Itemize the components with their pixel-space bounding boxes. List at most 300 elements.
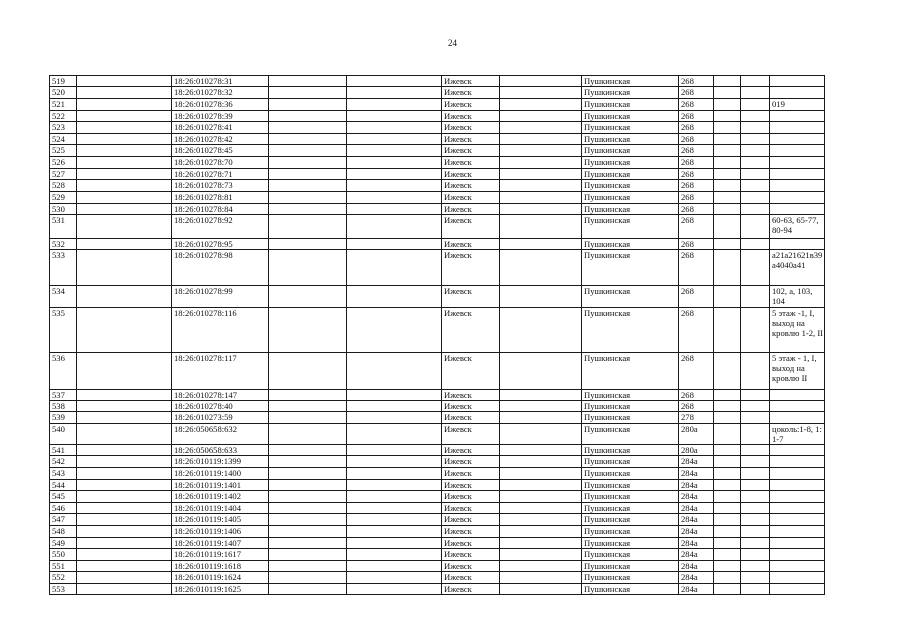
city-cell: Ижевск xyxy=(442,526,500,538)
blank-cell xyxy=(77,445,172,456)
blank-cell xyxy=(347,87,442,99)
house-number-cell: 268 xyxy=(679,215,714,239)
city-cell: Ижевск xyxy=(442,169,500,180)
city-cell: Ижевск xyxy=(442,308,500,353)
note-cell xyxy=(770,456,825,468)
blank-cell xyxy=(714,572,741,584)
house-number-cell: 268 xyxy=(679,192,714,204)
house-number-cell: 284а xyxy=(679,538,714,549)
blank-cell xyxy=(269,192,347,204)
blank-cell xyxy=(347,192,442,204)
blank-cell xyxy=(500,390,582,401)
row-number-cell: 533 xyxy=(50,250,77,286)
blank-cell xyxy=(500,215,582,239)
house-number-cell: 284а xyxy=(679,456,714,468)
blank-cell xyxy=(77,503,172,514)
row-number-cell: 552 xyxy=(50,572,77,584)
note-cell xyxy=(770,169,825,180)
city-cell: Ижевск xyxy=(442,286,500,308)
blank-cell xyxy=(269,308,347,353)
street-cell: Пушкинская xyxy=(582,87,679,99)
blank-cell xyxy=(347,503,442,514)
city-cell: Ижевск xyxy=(442,204,500,215)
blank-cell xyxy=(269,401,347,412)
blank-cell xyxy=(77,549,172,561)
blank-cell xyxy=(714,134,741,145)
blank-cell xyxy=(269,445,347,456)
cadastral-number-cell: 18:26:010278:98 xyxy=(172,250,269,286)
blank-cell xyxy=(741,204,770,215)
cadastral-number-cell: 18:26:010119:1401 xyxy=(172,480,269,491)
house-number-cell: 284а xyxy=(679,561,714,572)
blank-cell xyxy=(500,538,582,549)
cadastral-number-cell: 18:26:010119:1617 xyxy=(172,549,269,561)
city-cell: Ижевск xyxy=(442,538,500,549)
cadastral-number-cell: 18:26:010278:73 xyxy=(172,180,269,192)
cadastral-number-cell: 18:26:010119:1625 xyxy=(172,584,269,595)
city-cell: Ижевск xyxy=(442,503,500,514)
row-number-cell: 539 xyxy=(50,412,77,424)
blank-cell xyxy=(269,204,347,215)
cadastral-number-cell: 18:26:010278:42 xyxy=(172,134,269,145)
blank-cell xyxy=(741,445,770,456)
house-number-cell: 268 xyxy=(679,157,714,169)
blank-cell xyxy=(77,424,172,445)
row-number-cell: 536 xyxy=(50,353,77,390)
blank-cell xyxy=(714,491,741,503)
street-cell: Пушкинская xyxy=(582,99,679,111)
blank-cell xyxy=(269,286,347,308)
blank-cell xyxy=(500,424,582,445)
blank-cell xyxy=(347,538,442,549)
table-row xyxy=(50,480,825,491)
row-number-cell: 551 xyxy=(50,561,77,572)
cadastral-number-cell: 18:26:010278:95 xyxy=(172,239,269,250)
table-row xyxy=(50,561,825,572)
blank-cell xyxy=(347,215,442,239)
table-row xyxy=(50,239,825,250)
street-cell: Пушкинская xyxy=(582,480,679,491)
blank-cell xyxy=(347,122,442,134)
street-cell: Пушкинская xyxy=(582,250,679,286)
cadastral-number-cell: 18:26:010119:1406 xyxy=(172,526,269,538)
cadastral-number-cell: 18:26:010278:116 xyxy=(172,308,269,353)
street-cell: Пушкинская xyxy=(582,584,679,595)
blank-cell xyxy=(741,134,770,145)
city-cell: Ижевск xyxy=(442,584,500,595)
blank-cell xyxy=(269,215,347,239)
blank-cell xyxy=(347,561,442,572)
blank-cell xyxy=(714,424,741,445)
blank-cell xyxy=(741,572,770,584)
blank-cell xyxy=(77,169,172,180)
blank-cell xyxy=(347,514,442,526)
blank-cell xyxy=(741,180,770,192)
house-number-cell: 284а xyxy=(679,584,714,595)
blank-cell xyxy=(347,99,442,111)
note-cell xyxy=(770,122,825,134)
blank-cell xyxy=(77,157,172,169)
house-number-cell: 280а xyxy=(679,445,714,456)
city-cell: Ижевск xyxy=(442,412,500,424)
note-cell xyxy=(770,538,825,549)
street-cell: Пушкинская xyxy=(582,157,679,169)
blank-cell xyxy=(500,99,582,111)
blank-cell xyxy=(714,99,741,111)
row-number-cell: 529 xyxy=(50,192,77,204)
blank-cell xyxy=(347,584,442,595)
city-cell: Ижевск xyxy=(442,424,500,445)
blank-cell xyxy=(500,145,582,157)
blank-cell xyxy=(500,468,582,480)
blank-cell xyxy=(347,204,442,215)
blank-cell xyxy=(500,456,582,468)
note-cell xyxy=(770,192,825,204)
city-cell: Ижевск xyxy=(442,549,500,561)
table-row xyxy=(50,549,825,561)
blank-cell xyxy=(269,87,347,99)
house-number-cell: 284а xyxy=(679,526,714,538)
row-number-cell: 548 xyxy=(50,526,77,538)
house-number-cell: 268 xyxy=(679,204,714,215)
row-number-cell: 535 xyxy=(50,308,77,353)
city-cell: Ижевск xyxy=(442,561,500,572)
row-number-cell: 538 xyxy=(50,401,77,412)
blank-cell xyxy=(714,215,741,239)
street-cell: Пушкинская xyxy=(582,390,679,401)
cadastral-number-cell: 18:26:010278:32 xyxy=(172,87,269,99)
cadastral-number-cell: 18:26:010119:1404 xyxy=(172,503,269,514)
table-row xyxy=(50,134,825,145)
blank-cell xyxy=(347,424,442,445)
city-cell: Ижевск xyxy=(442,192,500,204)
row-number-cell: 537 xyxy=(50,390,77,401)
blank-cell xyxy=(741,549,770,561)
note-cell xyxy=(770,491,825,503)
note-cell xyxy=(770,76,825,87)
note-cell xyxy=(770,503,825,514)
note-cell xyxy=(770,134,825,145)
city-cell: Ижевск xyxy=(442,480,500,491)
table-row xyxy=(50,250,825,286)
cadastral-number-cell: 18:26:010119:1399 xyxy=(172,456,269,468)
blank-cell xyxy=(741,514,770,526)
street-cell: Пушкинская xyxy=(582,491,679,503)
blank-cell xyxy=(269,145,347,157)
blank-cell xyxy=(714,514,741,526)
blank-cell xyxy=(714,308,741,353)
cadastral-number-cell: 18:26:010278:84 xyxy=(172,204,269,215)
registry-table xyxy=(49,75,825,595)
street-cell: Пушкинская xyxy=(582,549,679,561)
note-cell: 102, а, 103, 104 xyxy=(770,286,825,308)
city-cell: Ижевск xyxy=(442,215,500,239)
city-cell: Ижевск xyxy=(442,445,500,456)
note-cell xyxy=(770,584,825,595)
blank-cell xyxy=(714,180,741,192)
street-cell: Пушкинская xyxy=(582,526,679,538)
blank-cell xyxy=(500,503,582,514)
blank-cell xyxy=(269,239,347,250)
row-number-cell: 526 xyxy=(50,157,77,169)
blank-cell xyxy=(741,390,770,401)
blank-cell xyxy=(347,401,442,412)
blank-cell xyxy=(347,526,442,538)
blank-cell xyxy=(714,87,741,99)
blank-cell xyxy=(77,514,172,526)
house-number-cell: 268 xyxy=(679,76,714,87)
blank-cell xyxy=(714,204,741,215)
street-cell: Пушкинская xyxy=(582,122,679,134)
blank-cell xyxy=(77,390,172,401)
street-cell: Пушкинская xyxy=(582,111,679,122)
blank-cell xyxy=(500,445,582,456)
blank-cell xyxy=(500,180,582,192)
row-number-cell: 544 xyxy=(50,480,77,491)
blank-cell xyxy=(500,401,582,412)
blank-cell xyxy=(500,526,582,538)
blank-cell xyxy=(269,99,347,111)
blank-cell xyxy=(347,134,442,145)
blank-cell xyxy=(77,192,172,204)
blank-cell xyxy=(500,480,582,491)
row-number-cell: 531 xyxy=(50,215,77,239)
blank-cell xyxy=(347,169,442,180)
blank-cell xyxy=(500,134,582,145)
row-number-cell: 521 xyxy=(50,99,77,111)
street-cell: Пушкинская xyxy=(582,169,679,180)
table-row xyxy=(50,424,825,445)
cadastral-number-cell: 18:26:010278:92 xyxy=(172,215,269,239)
cadastral-number-cell: 18:26:010278:31 xyxy=(172,76,269,87)
blank-cell xyxy=(741,239,770,250)
table-row xyxy=(50,503,825,514)
blank-cell xyxy=(347,239,442,250)
house-number-cell: 284а xyxy=(679,480,714,491)
street-cell: Пушкинская xyxy=(582,424,679,445)
blank-cell xyxy=(77,412,172,424)
blank-cell xyxy=(714,192,741,204)
blank-cell xyxy=(347,180,442,192)
table-row xyxy=(50,390,825,401)
street-cell: Пушкинская xyxy=(582,572,679,584)
row-number-cell: 524 xyxy=(50,134,77,145)
table-row xyxy=(50,584,825,595)
row-number-cell: 542 xyxy=(50,456,77,468)
city-cell: Ижевск xyxy=(442,514,500,526)
blank-cell xyxy=(269,250,347,286)
table-row xyxy=(50,353,825,390)
blank-cell xyxy=(741,250,770,286)
blank-cell xyxy=(741,401,770,412)
blank-cell xyxy=(347,480,442,491)
blank-cell xyxy=(77,286,172,308)
blank-cell xyxy=(714,445,741,456)
street-cell: Пушкинская xyxy=(582,180,679,192)
blank-cell xyxy=(347,445,442,456)
blank-cell xyxy=(714,353,741,390)
row-number-cell: 523 xyxy=(50,122,77,134)
house-number-cell: 268 xyxy=(679,353,714,390)
house-number-cell: 268 xyxy=(679,169,714,180)
blank-cell xyxy=(347,390,442,401)
note-cell: цоколь:1-8, 1: 1-7 xyxy=(770,424,825,445)
city-cell: Ижевск xyxy=(442,122,500,134)
note-cell: 5 этаж -1, I, выход на кровлю 1-2, II xyxy=(770,308,825,353)
city-cell: Ижевск xyxy=(442,239,500,250)
note-cell xyxy=(770,87,825,99)
table-row xyxy=(50,286,825,308)
blank-cell xyxy=(714,76,741,87)
blank-cell xyxy=(714,239,741,250)
city-cell: Ижевск xyxy=(442,572,500,584)
row-number-cell: 546 xyxy=(50,503,77,514)
blank-cell xyxy=(77,76,172,87)
blank-cell xyxy=(714,561,741,572)
house-number-cell: 268 xyxy=(679,111,714,122)
blank-cell xyxy=(347,456,442,468)
note-cell xyxy=(770,390,825,401)
note-cell xyxy=(770,445,825,456)
cadastral-number-cell: 18:26:010278:71 xyxy=(172,169,269,180)
blank-cell xyxy=(77,456,172,468)
blank-cell xyxy=(741,526,770,538)
blank-cell xyxy=(347,412,442,424)
city-cell: Ижевск xyxy=(442,111,500,122)
blank-cell xyxy=(77,308,172,353)
city-cell: Ижевск xyxy=(442,456,500,468)
blank-cell xyxy=(269,491,347,503)
cadastral-number-cell: 18:26:010119:1402 xyxy=(172,491,269,503)
blank-cell xyxy=(500,491,582,503)
blank-cell xyxy=(269,412,347,424)
table-row xyxy=(50,192,825,204)
street-cell: Пушкинская xyxy=(582,76,679,87)
blank-cell xyxy=(269,514,347,526)
table-row xyxy=(50,514,825,526)
table-row xyxy=(50,215,825,239)
blank-cell xyxy=(269,538,347,549)
blank-cell xyxy=(347,250,442,286)
blank-cell xyxy=(347,111,442,122)
blank-cell xyxy=(500,561,582,572)
row-number-cell: 547 xyxy=(50,514,77,526)
city-cell: Ижевск xyxy=(442,491,500,503)
street-cell: Пушкинская xyxy=(582,456,679,468)
cadastral-number-cell: 18:26:010119:1618 xyxy=(172,561,269,572)
street-cell: Пушкинская xyxy=(582,353,679,390)
blank-cell xyxy=(77,401,172,412)
blank-cell xyxy=(347,549,442,561)
cadastral-number-cell: 18:26:010278:41 xyxy=(172,122,269,134)
table-row xyxy=(50,87,825,99)
house-number-cell: 280а xyxy=(679,424,714,445)
cadastral-number-cell: 18:26:010119:1407 xyxy=(172,538,269,549)
note-cell: 60-63, 65-77, 80-94 xyxy=(770,215,825,239)
note-cell xyxy=(770,145,825,157)
row-number-cell: 549 xyxy=(50,538,77,549)
city-cell: Ижевск xyxy=(442,87,500,99)
cadastral-number-cell: 18:26:050658:633 xyxy=(172,445,269,456)
note-cell xyxy=(770,401,825,412)
street-cell: Пушкинская xyxy=(582,134,679,145)
blank-cell xyxy=(269,480,347,491)
table-row xyxy=(50,76,825,87)
city-cell: Ижевск xyxy=(442,99,500,111)
blank-cell xyxy=(500,76,582,87)
blank-cell xyxy=(77,353,172,390)
blank-cell xyxy=(741,286,770,308)
blank-cell xyxy=(77,204,172,215)
city-cell: Ижевск xyxy=(442,250,500,286)
blank-cell xyxy=(714,412,741,424)
blank-cell xyxy=(714,468,741,480)
blank-cell xyxy=(77,134,172,145)
blank-cell xyxy=(269,561,347,572)
table-row xyxy=(50,169,825,180)
row-number-cell: 530 xyxy=(50,204,77,215)
blank-cell xyxy=(714,250,741,286)
street-cell: Пушкинская xyxy=(582,468,679,480)
table-row xyxy=(50,99,825,111)
city-cell: Ижевск xyxy=(442,401,500,412)
blank-cell xyxy=(500,192,582,204)
blank-cell xyxy=(269,180,347,192)
note-cell xyxy=(770,157,825,169)
blank-cell xyxy=(741,145,770,157)
house-number-cell: 268 xyxy=(679,401,714,412)
blank-cell xyxy=(77,561,172,572)
house-number-cell: 284а xyxy=(679,491,714,503)
blank-cell xyxy=(741,99,770,111)
city-cell: Ижевск xyxy=(442,353,500,390)
blank-cell xyxy=(347,76,442,87)
blank-cell xyxy=(714,480,741,491)
row-number-cell: 541 xyxy=(50,445,77,456)
note-cell xyxy=(770,514,825,526)
blank-cell xyxy=(741,308,770,353)
blank-cell xyxy=(714,538,741,549)
street-cell: Пушкинская xyxy=(582,308,679,353)
row-number-cell: 532 xyxy=(50,239,77,250)
table-row xyxy=(50,111,825,122)
registry-body xyxy=(50,76,825,595)
row-number-cell: 520 xyxy=(50,87,77,99)
house-number-cell: 268 xyxy=(679,180,714,192)
street-cell: Пушкинская xyxy=(582,192,679,204)
note-cell xyxy=(770,412,825,424)
table-row xyxy=(50,572,825,584)
note-cell xyxy=(770,561,825,572)
city-cell: Ижевск xyxy=(442,180,500,192)
blank-cell xyxy=(77,215,172,239)
row-number-cell: 525 xyxy=(50,145,77,157)
blank-cell xyxy=(741,87,770,99)
blank-cell xyxy=(77,526,172,538)
blank-cell xyxy=(741,538,770,549)
page-number: 24 xyxy=(448,38,457,48)
row-number-cell: 528 xyxy=(50,180,77,192)
blank-cell xyxy=(714,549,741,561)
blank-cell xyxy=(77,572,172,584)
table-row xyxy=(50,491,825,503)
city-cell: Ижевск xyxy=(442,134,500,145)
cadastral-number-cell: 18:26:010278:36 xyxy=(172,99,269,111)
street-cell: Пушкинская xyxy=(582,412,679,424)
blank-cell xyxy=(269,526,347,538)
blank-cell xyxy=(500,250,582,286)
house-number-cell: 284а xyxy=(679,468,714,480)
